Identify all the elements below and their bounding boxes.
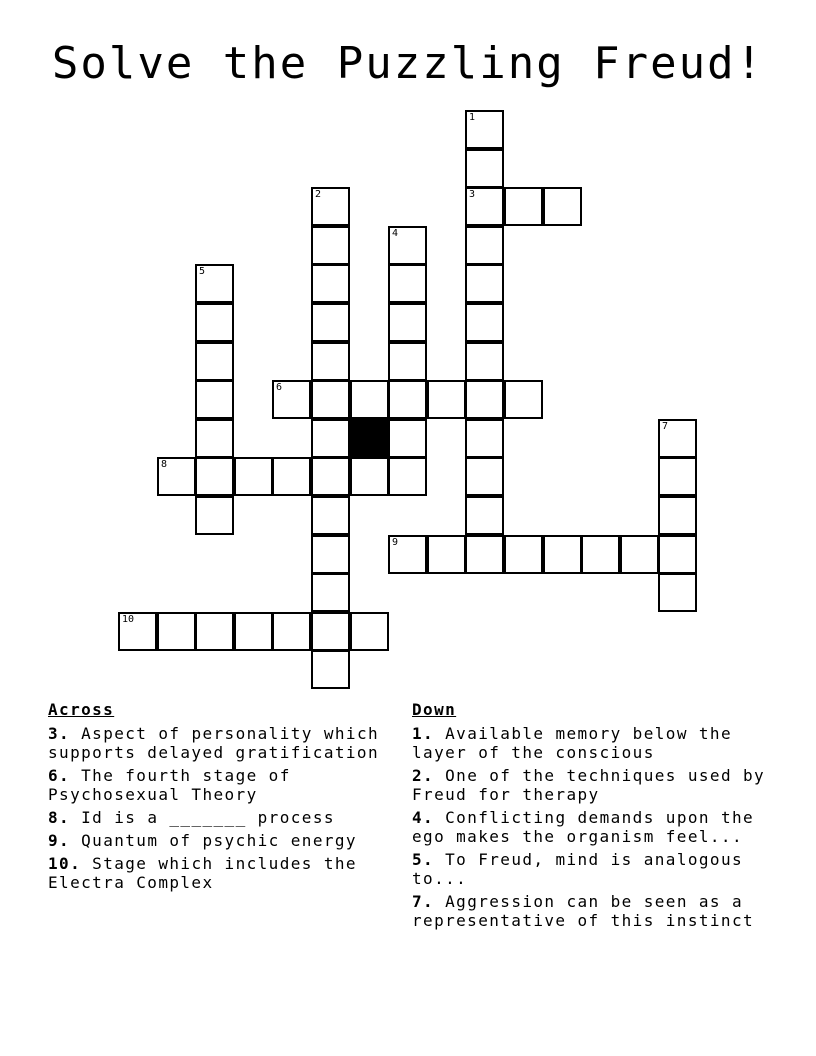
grid-cell[interactable] (465, 110, 504, 149)
grid-cell[interactable] (465, 264, 504, 303)
grid-cell[interactable] (234, 457, 273, 496)
clue-number: 5. (412, 850, 435, 869)
down-heading: Down (412, 700, 457, 719)
clue-item (412, 724, 782, 762)
grid-cell[interactable] (311, 342, 350, 381)
clue-number: 9. (48, 831, 71, 850)
grid-cell[interactable] (388, 457, 427, 496)
grid-cell[interactable] (465, 380, 504, 419)
clue-text: To Freud, mind is analogous to... (412, 850, 744, 888)
clue-text: The fourth stage of Psychosexual Theory (48, 766, 291, 804)
clue-number: 8. (48, 808, 71, 827)
grid-cell[interactable] (658, 496, 697, 535)
grid-cell[interactable] (465, 149, 504, 188)
grid-cell[interactable] (311, 650, 350, 689)
clue-item (412, 766, 782, 804)
grid-cell[interactable] (388, 535, 427, 574)
grid-cell[interactable] (311, 457, 350, 496)
grid-cell[interactable] (311, 303, 350, 342)
clue-item (48, 808, 403, 827)
clue-text: Aspect of personality which supports delayed gratification (48, 724, 380, 762)
grid-cell[interactable] (311, 187, 350, 226)
grid-cell[interactable] (311, 419, 350, 458)
grid-cell[interactable] (388, 419, 427, 458)
grid-cell[interactable] (504, 535, 543, 574)
clue-number: 10. (48, 854, 82, 873)
clue-number-label: 9 (392, 537, 399, 548)
grid-cell[interactable] (311, 496, 350, 535)
grid-cell[interactable] (388, 226, 427, 265)
grid-cell[interactable] (195, 496, 234, 535)
grid-cell[interactable] (658, 419, 697, 458)
clue-number: 3. (48, 724, 71, 743)
grid-cell[interactable] (311, 226, 350, 265)
clue-item (48, 766, 403, 804)
grid-cell[interactable] (195, 342, 234, 381)
grid-cell[interactable] (195, 380, 234, 419)
grid-cell[interactable] (543, 535, 582, 574)
clue-item (48, 854, 403, 892)
grid-cell[interactable] (465, 457, 504, 496)
grid-cell[interactable] (350, 380, 389, 419)
clue-number: 4. (412, 808, 435, 827)
clue-number: 1. (412, 724, 435, 743)
down-clues (412, 700, 782, 934)
grid-cell[interactable] (234, 612, 273, 651)
clue-text: Aggression can be seen as a representative of this instinct (412, 892, 755, 930)
clue-item (48, 724, 403, 762)
grid-cell[interactable] (195, 264, 234, 303)
grid-cell[interactable] (465, 303, 504, 342)
grid-cell[interactable] (272, 380, 311, 419)
grid-cell[interactable] (195, 419, 234, 458)
across-heading: Across (48, 700, 115, 719)
grid-cell[interactable] (311, 612, 350, 651)
clue-number-label: 10 (122, 614, 135, 625)
grid-cell[interactable] (195, 612, 234, 651)
clue-number-label: 4 (392, 228, 399, 239)
grid-cell[interactable] (581, 535, 620, 574)
grid-cell[interactable] (272, 612, 311, 651)
grid-cell[interactable] (427, 380, 466, 419)
grid-cell[interactable] (311, 535, 350, 574)
clue-item (412, 808, 782, 846)
clue-text: One of the techniques used by Freud for therapy (412, 766, 766, 804)
page-title: Solve the Puzzling Freud! (51, 38, 765, 89)
grid-cell[interactable] (465, 187, 504, 226)
grid-cell[interactable] (465, 226, 504, 265)
clue-item (412, 892, 782, 930)
across-clues (48, 700, 403, 896)
clue-number-label: 5 (199, 266, 206, 277)
clue-number-label: 7 (662, 421, 669, 432)
grid-cell[interactable] (465, 419, 504, 458)
clue-number: 7. (412, 892, 435, 911)
grid-cell[interactable] (272, 457, 311, 496)
grid-cell[interactable] (658, 573, 697, 612)
clue-item (412, 850, 782, 888)
grid-cell[interactable] (388, 264, 427, 303)
clue-text: Stage which includes the Electra Complex (48, 854, 357, 892)
grid-cell[interactable] (157, 457, 196, 496)
clue-number-label: 6 (276, 382, 283, 393)
grid-cell[interactable] (465, 496, 504, 535)
clue-number: 6. (48, 766, 71, 785)
clue-number: 2. (412, 766, 435, 785)
clue-number-label: 8 (161, 459, 168, 470)
clue-item (48, 831, 403, 850)
grid-cell[interactable] (658, 535, 697, 574)
clue-number-label: 2 (315, 189, 322, 200)
grid-cell[interactable] (350, 457, 389, 496)
grid-cell[interactable] (311, 264, 350, 303)
grid-cell[interactable] (157, 612, 196, 651)
grid-cell[interactable] (427, 535, 466, 574)
grid-cell[interactable] (195, 303, 234, 342)
grid-cell[interactable] (465, 342, 504, 381)
grid-cell[interactable] (504, 380, 543, 419)
grid-cell[interactable] (350, 612, 389, 651)
clue-number-label: 3 (469, 189, 476, 200)
clue-number-label: 1 (469, 112, 476, 123)
grid-cell[interactable] (118, 612, 157, 651)
grid-cell[interactable] (465, 535, 504, 574)
grid-block (350, 419, 389, 458)
clue-text: Conflicting demands upon the ego makes the organism feel... (412, 808, 755, 846)
grid-cell[interactable] (658, 457, 697, 496)
grid-cell[interactable] (388, 303, 427, 342)
grid-cell[interactable] (311, 573, 350, 612)
grid-cell[interactable] (388, 380, 427, 419)
clue-text: Available memory below the layer of the conscious (412, 724, 732, 762)
grid-cell[interactable] (543, 187, 582, 226)
grid-cell[interactable] (504, 187, 543, 226)
grid-cell[interactable] (620, 535, 659, 574)
clue-text: Id is a _______ process (81, 808, 335, 827)
grid-cell[interactable] (311, 380, 350, 419)
clue-text: Quantum of psychic energy (81, 831, 357, 850)
grid-cell[interactable] (195, 457, 234, 496)
grid-cell[interactable] (388, 342, 427, 381)
